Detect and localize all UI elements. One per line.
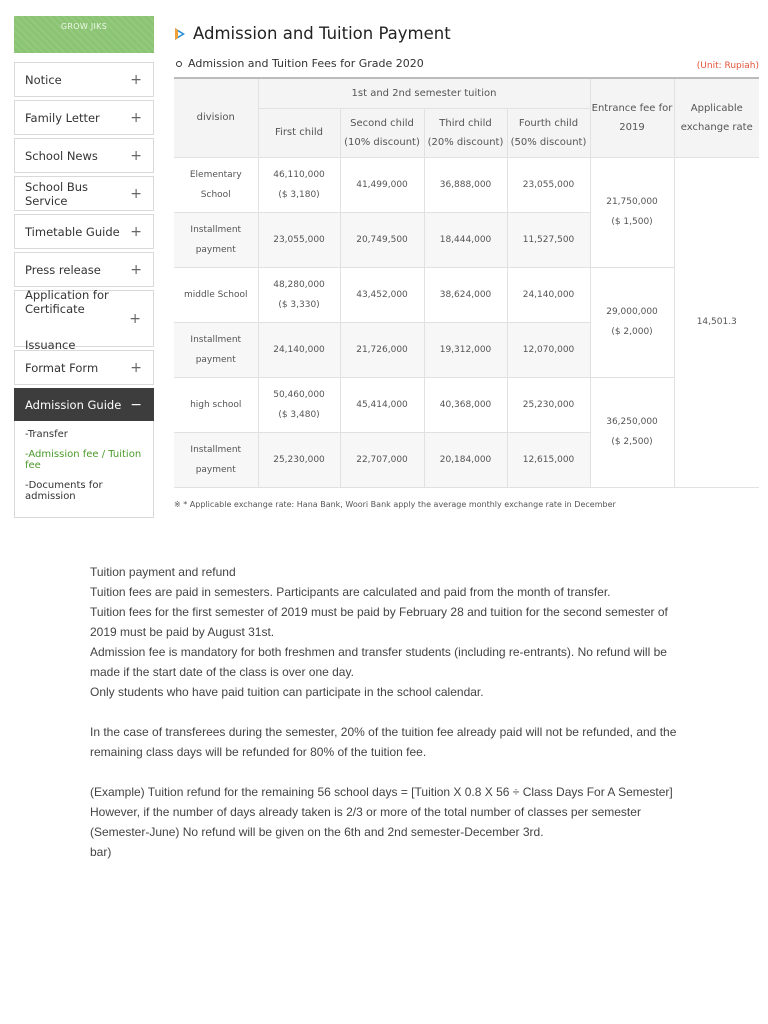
cell-value: 48,280,000 xyxy=(273,279,325,290)
row-label xyxy=(174,212,258,267)
cell-value: 50,460,000 xyxy=(273,389,325,400)
plus-icon: + xyxy=(130,261,142,278)
cell-third-child: 40,368,000 xyxy=(424,377,507,432)
header-text: (50% discount) xyxy=(510,136,587,148)
header-text: (10% discount) xyxy=(344,136,420,148)
cell-fourth-child: 23,055,000 xyxy=(507,157,590,212)
fees-table xyxy=(174,77,759,488)
row-label: high school xyxy=(174,377,258,432)
paragraph: In the case of transferees during the semester, 20% of the tuition fee already paid will not be refunded, and the remaining class days will be refunded for 80% of the tuition fee. xyxy=(90,725,677,759)
header-first-child: First child xyxy=(258,108,340,157)
cell-usd: ($ 2,000) xyxy=(611,327,653,337)
sidebar-item-label: School Bus Service xyxy=(25,179,89,208)
main-content xyxy=(174,24,759,509)
cell-entrance-fee xyxy=(590,157,674,267)
table-subtitle xyxy=(174,57,759,70)
sidebar-menu xyxy=(14,62,154,518)
plus-icon: + xyxy=(130,109,142,126)
header-text: Entrance fee for xyxy=(591,102,673,114)
header-second-child xyxy=(340,108,424,157)
sidebar-item-press-release[interactable] xyxy=(14,252,154,287)
cell-usd: ($ 3,330) xyxy=(278,299,320,310)
sidebar-item-label-continued: Issuance xyxy=(25,337,76,352)
paragraph: Only students who have paid tuition can participate in the school calendar. xyxy=(90,685,484,699)
table-caption-row xyxy=(174,57,759,73)
play-arrow-icon xyxy=(174,27,186,41)
cell-third-child: 38,624,000 xyxy=(424,267,507,322)
page-title xyxy=(174,24,759,43)
plus-icon: + xyxy=(130,147,142,164)
minus-icon: − xyxy=(130,396,142,413)
sidebar-item-label: Admission Guide xyxy=(25,397,122,412)
admission-submenu xyxy=(14,421,154,518)
sidebar-item-label: Press release xyxy=(25,262,101,277)
sidebar-item-label: Timetable Guide xyxy=(25,224,120,239)
spacer xyxy=(90,762,690,782)
cell-second-child: 41,499,000 xyxy=(340,157,424,212)
sidebar-item-label: Family Letter xyxy=(25,110,100,125)
submenu-item-documents[interactable]: -Documents for admission xyxy=(25,480,103,502)
cell-second-child: 43,452,000 xyxy=(340,267,424,322)
cell-entrance-fee xyxy=(590,267,674,377)
paragraph: However, if the number of days already taken is 2/3 or more of the total number of classes per semester (Semester-June) No refund will be given on the 6th and 2nd semester-December 3rd. xyxy=(90,805,641,839)
cell-second-child: 45,414,000 xyxy=(340,377,424,432)
header-division: division xyxy=(174,78,258,157)
sidebar xyxy=(14,16,154,518)
table-header-row xyxy=(174,78,759,108)
table-row xyxy=(174,377,759,432)
cell-fourth-child: 24,140,000 xyxy=(507,267,590,322)
cell-usd: ($ 3,180) xyxy=(278,189,320,200)
header-text: exchange rate xyxy=(680,121,753,133)
row-label: Elementary School xyxy=(174,157,258,212)
header-text: Fourth child xyxy=(518,117,579,129)
cell-second-child: 20,749,500 xyxy=(340,212,424,267)
paragraph: (Example) Tuition refund for the remaining 56 school days = [Tuition X 0.8 X 56 ÷ Class Days For A Semester] xyxy=(90,785,673,799)
row-label-text: Installment xyxy=(190,224,242,235)
sidebar-item-label: Notice xyxy=(25,72,62,87)
cell-second-child: 22,707,000 xyxy=(340,432,424,487)
cell-fourth-child: 12,070,000 xyxy=(507,322,590,377)
sidebar-item-certificate-issuance[interactable] xyxy=(14,287,154,352)
unit-label: (Unit: Rupiah) xyxy=(696,61,759,71)
paragraph: Tuition fees for the first semester of 2019 must be paid by February 28 and tuition for the second semester of 2019 must be paid by August 31st. xyxy=(90,605,668,639)
cell-exchange-rate: 14,501.3 xyxy=(674,157,759,487)
cell-first-child xyxy=(258,267,340,322)
brand-text: GROW JIKS xyxy=(60,22,108,31)
exchange-rate-footnote: ※ * Applicable exchange rate: Hana Bank, Woori Bank apply the average monthly exchange rate in December xyxy=(174,499,616,509)
row-label: middle School xyxy=(174,267,258,322)
sidebar-item-format-form[interactable] xyxy=(14,350,154,385)
table-row xyxy=(174,267,759,322)
header-fourth-child xyxy=(507,108,590,157)
row-label-text: payment xyxy=(195,354,236,365)
cell-second-child: 21,726,000 xyxy=(340,322,424,377)
sidebar-item-label: Format Form xyxy=(25,360,99,375)
header-text: Third child xyxy=(439,117,492,129)
cell-first-child: 24,140,000 xyxy=(258,322,340,377)
header-entrance-fee xyxy=(590,78,674,157)
submenu-item-admission-fee[interactable]: -Admission fee / Tuition fee xyxy=(25,449,142,471)
header-exchange-rate xyxy=(674,78,759,157)
cell-third-child: 19,312,000 xyxy=(424,322,507,377)
page-title-text: Admission and Tuition Payment xyxy=(193,24,451,43)
sidebar-item-notice[interactable] xyxy=(14,62,154,97)
cell-third-child: 18,444,000 xyxy=(424,212,507,267)
cell-first-child: 23,055,000 xyxy=(258,212,340,267)
submenu-item-transfer[interactable]: -Transfer xyxy=(25,429,68,440)
cell-first-child: 25,230,000 xyxy=(258,432,340,487)
cell-third-child: 36,888,000 xyxy=(424,157,507,212)
spacer xyxy=(90,702,690,722)
header-text: Second child xyxy=(350,117,414,129)
paragraph: bar) xyxy=(90,845,112,859)
paragraph: Admission fee is mandatory for both freshmen and transfer students (including re-entrants). No refund will be made if the start date of the class is over one day. xyxy=(90,645,667,679)
cell-entrance-fee xyxy=(590,377,674,487)
header-text: (20% discount) xyxy=(427,136,504,148)
circle-bullet-icon xyxy=(176,61,182,67)
header-text: 2019 xyxy=(619,121,645,133)
row-label-text: Installment xyxy=(190,334,242,345)
table-subtitle-text: Admission and Tuition Fees for Grade 2020 xyxy=(188,57,424,70)
tuition-refund-text xyxy=(90,562,690,862)
cell-usd: ($ 2,500) xyxy=(611,437,653,447)
cell-fourth-child: 11,527,500 xyxy=(507,212,590,267)
sidebar-item-admission-guide[interactable] xyxy=(14,388,154,421)
sidebar-item-school-bus-service[interactable] xyxy=(14,176,154,211)
paragraph: Tuition fees are paid in semesters. Participants are calculated and paid from the month of transfer. xyxy=(90,585,611,599)
header-third-child xyxy=(424,108,507,157)
plus-icon: + xyxy=(130,71,142,88)
plus-icon: + xyxy=(130,223,142,240)
header-semester-tuition: 1st and 2nd semester tuition xyxy=(258,78,590,108)
cell-value: 46,110,000 xyxy=(273,169,325,180)
cell-first-child xyxy=(258,377,340,432)
cell-value: 21,750,000 xyxy=(606,197,658,207)
plus-icon: + xyxy=(130,185,142,202)
cell-value: 36,250,000 xyxy=(606,417,658,427)
row-label xyxy=(174,322,258,377)
sidebar-item-label: School News xyxy=(25,148,98,163)
row-label-text: Installment xyxy=(190,444,242,455)
cell-usd: ($ 1,500) xyxy=(611,217,653,227)
cell-value: 29,000,000 xyxy=(606,307,658,317)
sidebar-item-family-letter[interactable] xyxy=(14,100,154,135)
sidebar-item-school-news[interactable] xyxy=(14,138,154,173)
row-label xyxy=(174,432,258,487)
plus-icon: + xyxy=(130,359,142,376)
row-label-text: payment xyxy=(195,464,236,475)
cell-fourth-child: 25,230,000 xyxy=(507,377,590,432)
brand-banner[interactable] xyxy=(14,16,154,53)
paragraph-heading: Tuition payment and refund xyxy=(90,565,236,579)
row-label-text: payment xyxy=(195,244,236,255)
cell-third-child: 20,184,000 xyxy=(424,432,507,487)
cell-first-child xyxy=(258,157,340,212)
cell-usd: ($ 3,480) xyxy=(278,409,320,420)
table-row xyxy=(174,157,759,212)
plus-icon: + xyxy=(129,311,141,327)
cell-fourth-child: 12,615,000 xyxy=(507,432,590,487)
header-text: Applicable xyxy=(690,102,743,114)
sidebar-item-label: Application for Certificate xyxy=(25,287,109,316)
sidebar-item-timetable-guide[interactable] xyxy=(14,214,154,249)
